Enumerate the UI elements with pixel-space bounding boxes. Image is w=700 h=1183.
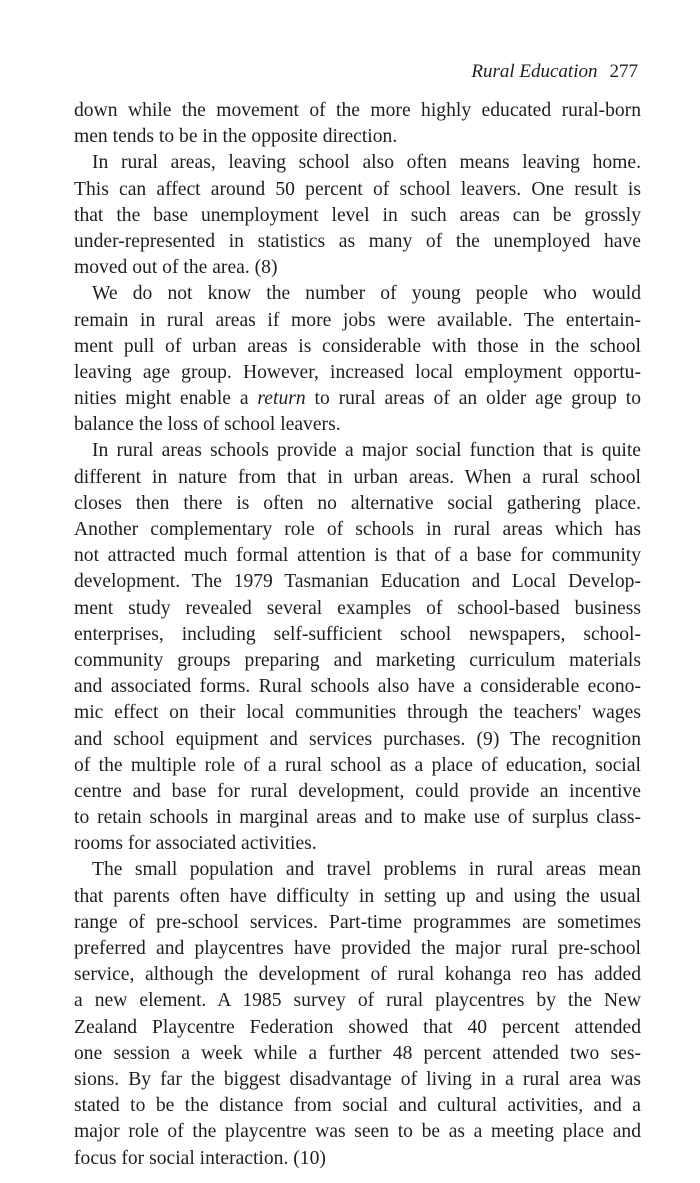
paragraph-line: leaving age group. However, increased local employment opportu-: [74, 361, 641, 383]
paragraph-line: community groups preparing and marketing curriculum materials: [74, 649, 641, 671]
paragraph-line: under-represented in statistics as many of the unemployed have: [74, 230, 641, 252]
paragraph-line: different in nature from that in urban areas. When a rural school: [74, 466, 641, 488]
paragraph-line: mic effect on their local communities through the teachers' wages: [74, 702, 641, 724]
paragraph-line: down while the movement of the more highly educated rural-born: [74, 100, 641, 121]
paragraph-line: development. The 1979 Tasmanian Education and Local Develop-: [74, 571, 641, 593]
paragraph-line: moved out of the area. (8): [74, 257, 278, 279]
running-head: [471, 58, 638, 86]
paragraph-line: ment study revealed several examples of school-based business: [74, 597, 641, 619]
paragraph-line: enterprises, including self-sufficient school newspapers, school-: [74, 623, 641, 645]
paragraph-line: In rural areas schools provide a major social function that is quite: [92, 440, 641, 462]
paragraph-line: The small population and travel problems in rural areas mean: [92, 859, 641, 881]
paragraph-line: nities might enable a return to rural areas of an older age group to: [74, 388, 641, 410]
paragraph-line: rooms for associated activities.: [74, 833, 317, 855]
paragraph-line: remain in rural areas if more jobs were available. The entertain-: [74, 309, 641, 331]
paragraph-line: Zealand Playcentre Federation showed that 40 percent attended: [74, 1016, 641, 1038]
running-head-title: Rural Education: [471, 61, 598, 82]
paragraph-line: Another complementary role of schools in rural areas which has: [74, 519, 641, 540]
paragraph-line: that the base unemployment level in such areas can be grossly: [74, 204, 641, 226]
body-text: [74, 98, 641, 1172]
paragraph-line: balance the loss of school leavers.: [74, 414, 341, 436]
paragraph-line: men tends to be in the opposite direction.: [74, 126, 398, 148]
paragraph-line: major role of the playcentre was seen to be as a meeting place and: [74, 1121, 641, 1143]
paragraph-line: We do not know the number of young people who would: [92, 283, 641, 305]
paragraph-line: centre and base for rural development, could provide an incentive: [74, 780, 641, 802]
paragraph: [74, 857, 641, 1171]
paragraph-line: not attracted much formal attention is that of a base for community: [74, 545, 641, 567]
paragraph-line: to retain schools in marginal areas and to make use of surplus class-: [74, 807, 641, 829]
paragraph-line: that parents often have difficulty in setting up and using the usual: [74, 885, 641, 907]
paragraph: [74, 150, 641, 281]
paragraph-line: range of pre-school services. Part-time programmes are sometimes: [74, 911, 641, 933]
paragraph-line: and school equipment and services purchases. (9) The recognition: [74, 728, 641, 750]
paragraph-line: preferred and playcentres have provided the major rural pre-school: [74, 938, 641, 959]
paragraph-line: sions. By far the biggest disadvantage of living in a rural area was: [74, 1068, 641, 1090]
paragraph-line: of the multiple role of a rural school as a place of education, social: [74, 754, 641, 776]
paragraph-line: a new element. A 1985 survey of rural playcentres by the New: [74, 990, 641, 1012]
paragraph-line: ment pull of urban areas is considerable with those in the school: [74, 335, 641, 357]
paragraph-line: This can affect around 50 percent of school leavers. One result is: [74, 178, 641, 200]
paragraph-line: one session a week while a further 48 percent attended two ses-: [74, 1042, 641, 1064]
paragraph: [74, 438, 641, 857]
paragraph: [74, 98, 641, 150]
paragraph-line: focus for social interaction. (10): [74, 1147, 326, 1169]
paragraph-line: service, although the development of rural kohanga reo has added: [74, 964, 641, 986]
emphasis: return: [257, 388, 306, 410]
paragraph-line: and associated forms. Rural schools also have a considerable econo-: [74, 676, 641, 698]
paragraph: [74, 281, 641, 438]
paragraph-line: In rural areas, leaving school also often means leaving home.: [92, 152, 641, 174]
paragraph-line: closes then there is often no alternative social gathering place.: [74, 492, 641, 514]
page-number: 277: [609, 61, 638, 82]
paragraph-line: stated to be the distance from social and cultural activities, and a: [74, 1095, 641, 1117]
